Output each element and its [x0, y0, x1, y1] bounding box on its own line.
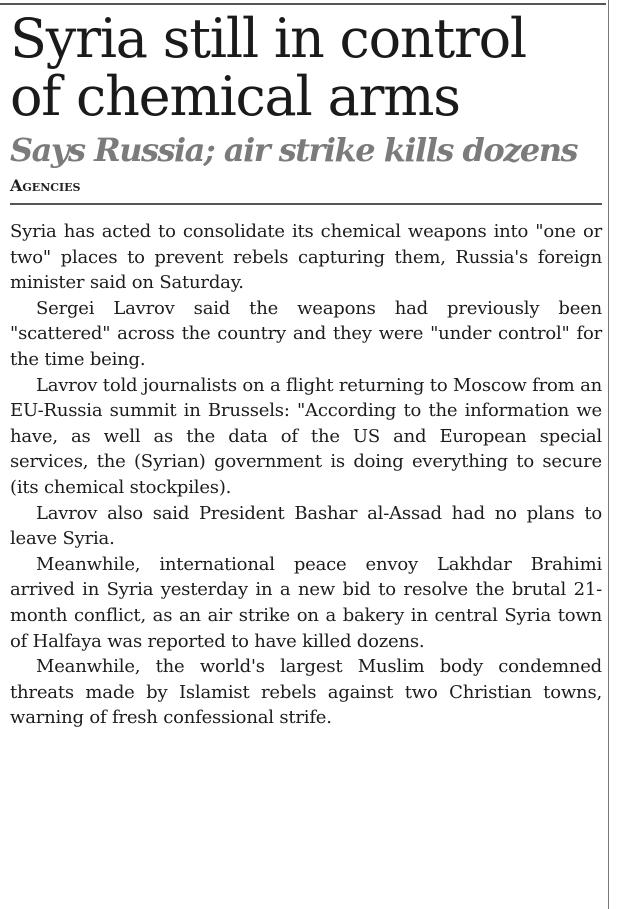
subheadline: Says Russia; air strike kills dozens — [10, 131, 578, 169]
column-rule — [608, 0, 609, 909]
paragraph-4: Lavrov also said President Bashar al-Assad had no plans to leave Syria. — [10, 502, 602, 550]
paragraph-6: Meanwhile, the world's largest Muslim body condemned threats made by Islamist rebels against two Christian towns, warning of fresh confessional strife. — [10, 656, 602, 729]
headline-line-1: Syria still in control — [10, 7, 526, 70]
article — [10, 7, 602, 731]
article-body — [10, 219, 602, 731]
paragraph-5: Meanwhile, international peace envoy Lakhdar Brahimi arrived in Syria yesterday in a new bid to resolve the brutal 21-month conflict, as an air strike on a bakery in central Syria town of Halfaya was reported to have killed dozens. — [10, 553, 602, 652]
paragraph-3: Lavrov told journalists on a flight returning to Moscow from an EU-Russia summit in Brussels: "According to the information we have, as well as the data of the US and European special services, the (Syrian) government is doing everything to secure (its chemical stockpiles). — [10, 374, 602, 498]
headline-line-2: of chemical arms — [10, 65, 460, 128]
paragraph-2: Sergei Lavrov said the weapons had previously been "scattered" across the country and they were "under control" for the time being. — [10, 297, 602, 370]
paragraph-1: Syria has acted to consolidate its chemical weapons into "one or two" places to prevent rebels capturing them, Russia's foreign minister said on Saturday. — [10, 221, 602, 294]
byline: Agencies — [10, 176, 602, 205]
headline — [10, 7, 602, 128]
top-rule — [0, 3, 606, 5]
